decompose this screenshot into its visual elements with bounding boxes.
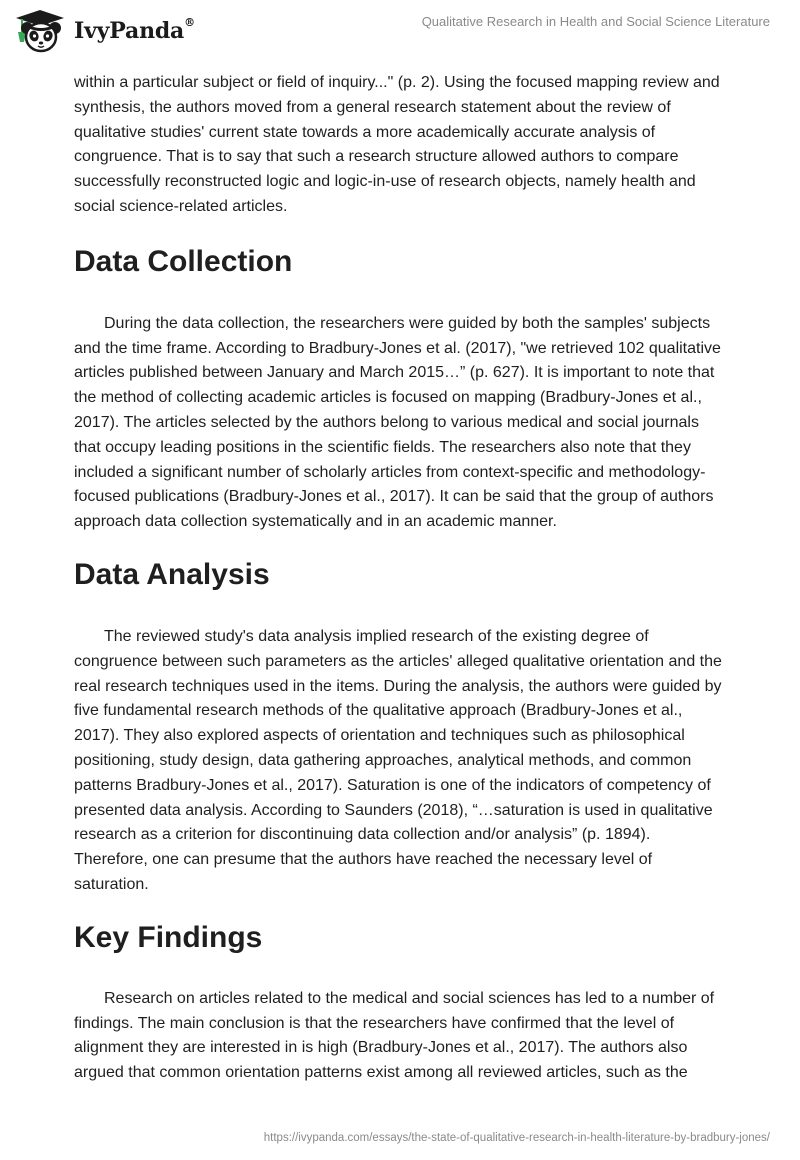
brand-name: IvyPanda®	[74, 16, 195, 44]
section-paragraph-key-findings: Research on articles related to the medical and social sciences has led to a number of findings. The main conclusion is that the researchers have confirmed that the level of alignment they are interested in is high (Bradbury-Jones et al., 2017). The authors also argued that common orientation patterns exist among all reviewed articles, such as the	[74, 989, 715, 1082]
page-header	[0, 0, 800, 70]
essay-content	[74, 71, 724, 1086]
panda-graduation-cap-icon	[14, 8, 70, 54]
intro-paragraph: within a particular subject or field of inquiry..." (p. 2). Using the focused mapping review and synthesis, the authors moved from a general research statement about the review of qualitative studies' current state towards a more academically accurate analysis of congruence. That is to say that such a research structure allowed authors to compare successfully reconstructed logic and logic-in-use of research objects, namely health and social science-related articles.	[74, 74, 720, 215]
section-heading-data-collection: Data Collection	[74, 244, 293, 278]
document-title: Qualitative Research in Health and Social Science Literature	[421, 14, 770, 29]
section-heading-key-findings: Key Findings	[74, 920, 263, 954]
source-url[interactable]: https://ivypanda.com/essays/the-state-of-qualitative-research-in-health-literature-by-bradbury-jones/	[263, 1132, 770, 1144]
section-paragraph-data-analysis: The reviewed study's data analysis implied research of the existing degree of congruence between such parameters as the articles' alleged qualitative orientation and the real research techniques used in the items. During the analysis, the authors were guided by five fundamental research methods of the qualitative approach (Bradbury-Jones et al., 2017). They also explored aspects of orientation and techniques such as philosophical positioning, study design, data gathering approaches, analytical methods, and common patterns Bradbury-Jones et al., 2017). Saturation is one of the indicators of competency of presented data analysis. According to Saunders (2018), “…saturation is used in qualitative research as a criterion for discontinuing data collection and/or analysis” (p. 1894). Therefore, one can presume that the authors have reached the necessary level of saturation.	[74, 627, 722, 893]
brand-logo[interactable]	[14, 8, 195, 54]
section-heading-data-analysis: Data Analysis	[74, 557, 270, 591]
section-paragraph-data-collection: During the data collection, the researchers were guided by both the samples' subjects and the time frame. According to Bradbury-Jones et al. (2017), "we retrieved 102 qualitative articles published between January and March 2015…” (p. 627). It is important to note that the method of collecting academic articles is focused on mapping (Bradbury-Jones et al., 2017). The articles selected by the authors belong to various medical and social journals that occupy leading positions in the scientific fields. The researchers also note that they included a significant number of scholarly articles from context-specific and methodology-focused publications (Bradbury-Jones et al., 2017). It can be said that the group of authors approach data collection systematically and in an academic manner.	[74, 314, 721, 531]
